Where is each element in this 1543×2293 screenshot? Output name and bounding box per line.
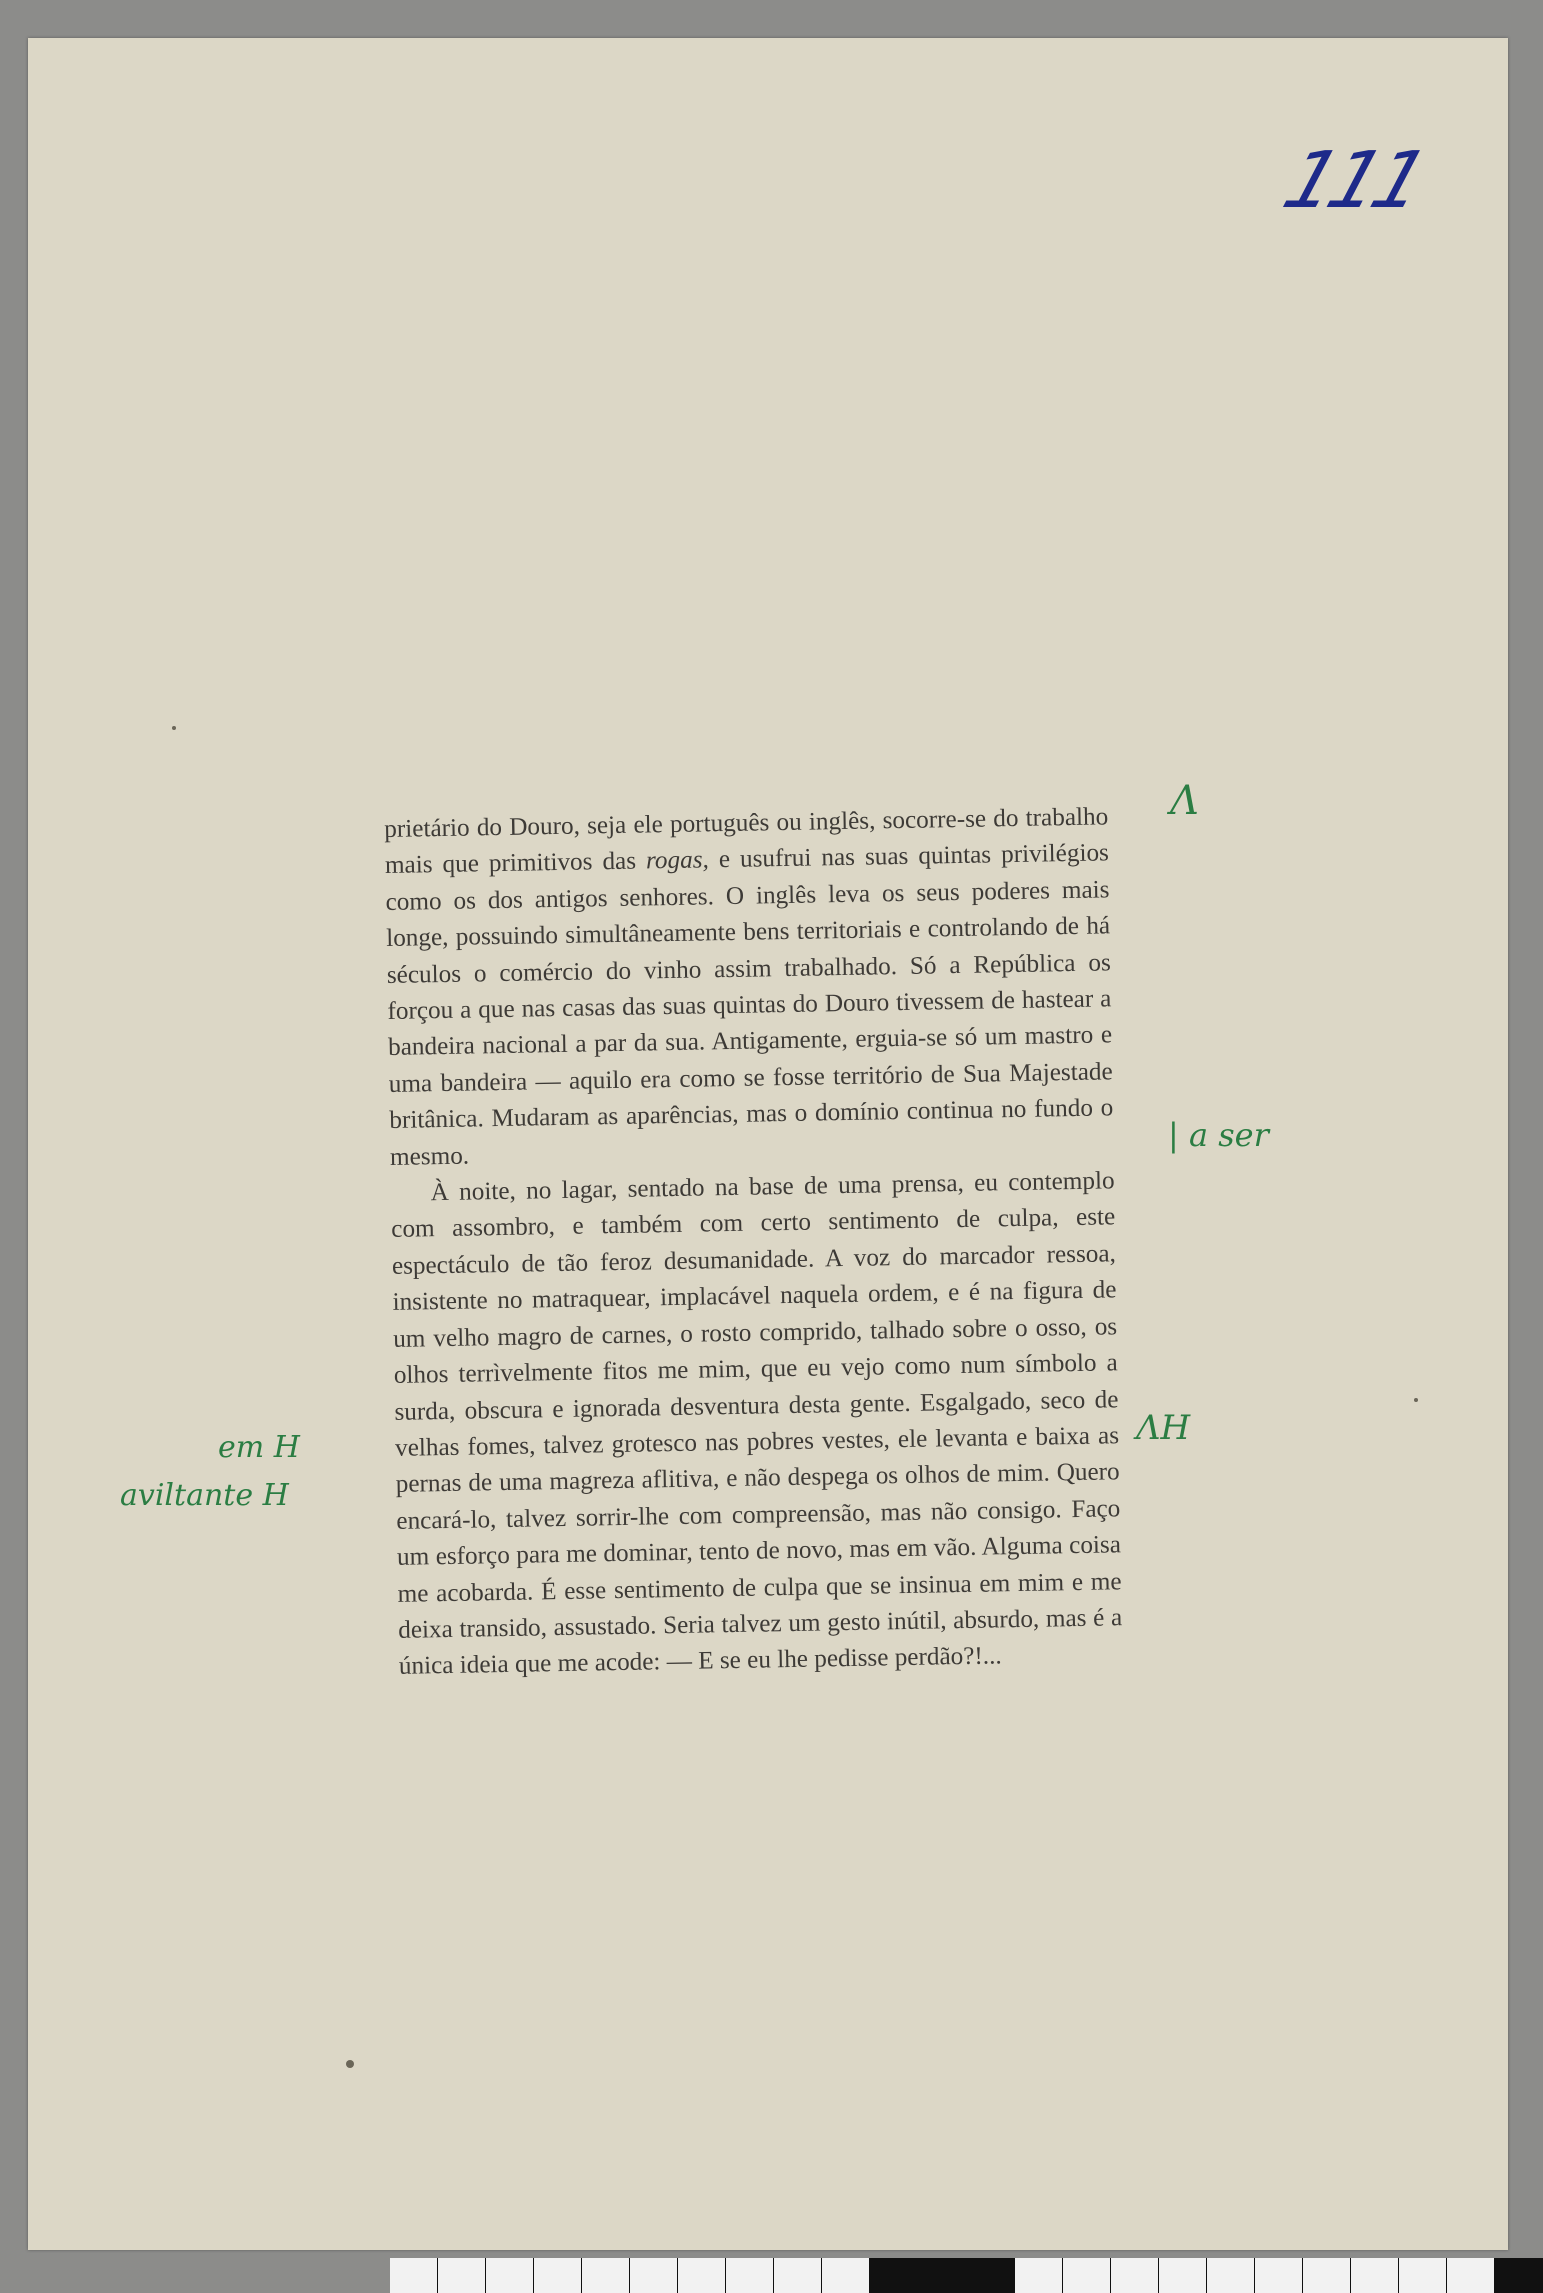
paragraph-2: À noite, no lagar, sentado na base de uma prensa, eu contemplo com assombro, e também com certo sentimento de culpa, este espectáculo de tão feroz desumanidade. A voz do marcador ressoa, insistente no matraquear, implacável naquela ordem, e é na figura de um velho magro de carnes, o rosto comprido, talhado sobre o osso, os olhos terrìvelmente fitos me mim, que eu vejo como num símbolo a surda, obscura e ignorada desventura desta gente. Esgalgado, seco de velhas fomes, talvez grotesco nas pobres vestes, ele levanta e baixa as pernas de uma magreza aflitiva, e não despega os olhos de mim. Quero encará-lo, talvez sorrir-lhe com compreensão, mas não consigo. Faço um esforço para me dominar, tento de novo, mas em vão. Alguma coisa me acobarda. É esse sentimento de culpa que se insinua em mim e me deixa transido, assustado. Seria talvez um gesto inútil, absurdo, mas é a única ideia que me acode: — E se eu lhe pedisse perdão?!... xyxy=(391,1167,1123,1681)
paragraph-1 xyxy=(384,799,1114,1176)
margin-note-right-2: | a ser xyxy=(1168,1116,1269,1154)
ruler-segment xyxy=(822,2258,870,2293)
page-number-handwritten: 111 xyxy=(1273,136,1434,226)
ruler-segment xyxy=(438,2258,486,2293)
ruler-segment xyxy=(486,2258,534,2293)
document-page xyxy=(28,38,1508,2250)
margin-note-left-1: em H xyxy=(218,1430,300,1465)
ruler-segment xyxy=(726,2258,774,2293)
ruler-segment xyxy=(1447,2258,1495,2293)
paragraph-1-part-a: prietário do Douro, seja ele português ou inglês, socorre-se do trabalho mais que primitivos das xyxy=(384,803,1109,880)
ruler-segment xyxy=(1399,2258,1447,2293)
ruler-segment xyxy=(630,2258,678,2293)
ruler-segment xyxy=(1015,2258,1063,2293)
ruler-segment xyxy=(1495,2258,1543,2293)
ruler-segment xyxy=(534,2258,582,2293)
margin-note-right-3: ΛH xyxy=(1136,1408,1191,1448)
typed-text-block xyxy=(384,799,1123,1685)
ruler-segment xyxy=(1207,2258,1255,2293)
ruler-segment xyxy=(582,2258,630,2293)
ruler-segment xyxy=(390,2258,438,2293)
ruler-segment xyxy=(870,2258,918,2293)
ruler-segment xyxy=(1063,2258,1111,2293)
paragraph-1-part-b: e usufrui nas suas quintas privilégios como os dos antigos senhores. O inglês leva os seus poderes mais longe, possuindo simultâneamente bens territoriais e controlando de há séculos o comércio do vinho assim trabalhado. Só a República os forçou a que nas casas das suas quintas do Douro tivessem de hastear a bandeira nacional a par da sua. Antigamente, erguia-se só um mastro e uma bandeira — aquilo era como se fosse território de Sua Majestade britânica. Mudaram as aparências, mas o domínio continua no fundo o mesmo. xyxy=(385,839,1114,1171)
ruler-segment xyxy=(1111,2258,1159,2293)
margin-note-right-1: Λ xyxy=(1170,778,1199,824)
ruler-segment xyxy=(1303,2258,1351,2293)
ruler-segment xyxy=(1351,2258,1399,2293)
margin-note-left-2: aviltante H xyxy=(120,1478,289,1513)
ruler-segment xyxy=(678,2258,726,2293)
paper-speck xyxy=(172,726,176,730)
ruler-segment xyxy=(1255,2258,1303,2293)
paragraph-1-italic-word: rogas, xyxy=(645,846,710,875)
ruler-segment xyxy=(919,2258,967,2293)
ruler-segment xyxy=(1159,2258,1207,2293)
ruler-segment xyxy=(774,2258,822,2293)
scale-ruler xyxy=(390,2258,1543,2293)
paper-speck xyxy=(1414,1398,1418,1402)
paper-speck xyxy=(346,2060,354,2068)
ruler-segment xyxy=(967,2258,1015,2293)
